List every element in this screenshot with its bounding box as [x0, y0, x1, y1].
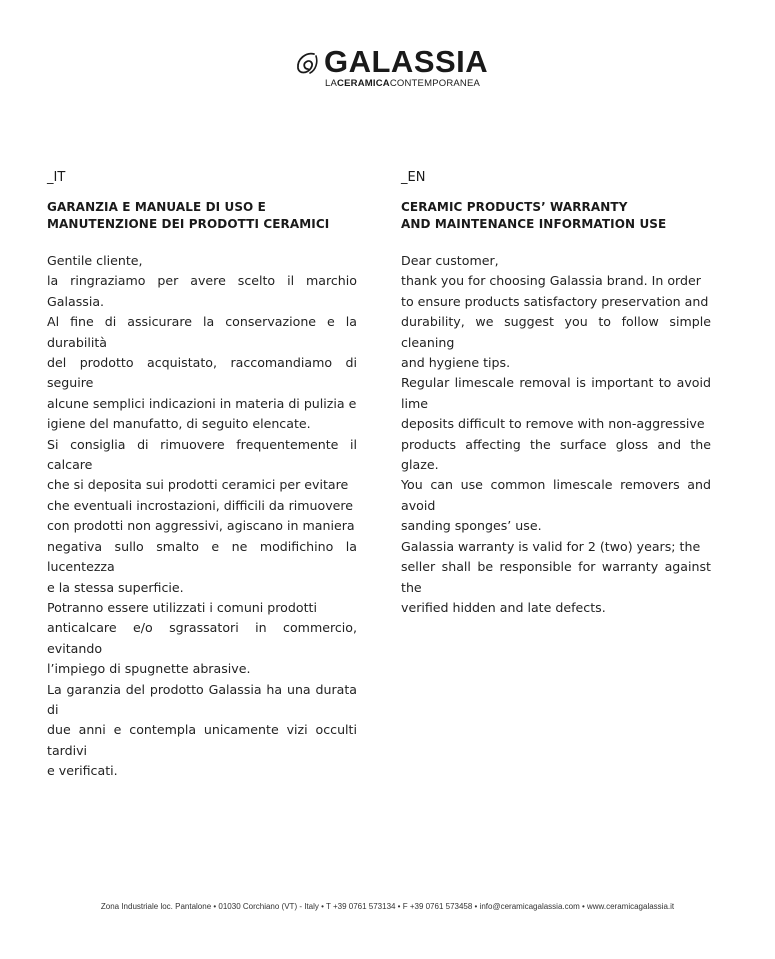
body-line: La garanzia del prodotto Galassia ha una durata di [47, 681, 357, 717]
body-line: Gentile cliente, [47, 253, 143, 268]
body-line: igiene del manufatto, di seguito elencate. [47, 416, 311, 432]
body-line: due anni e contempla unicamente vizi occulti tardivi [47, 722, 357, 758]
body-line: e la stessa superficie. [47, 579, 184, 595]
title-it: GARANZIA E MANUALE DI USO E MANUTENZIONE DEI PRODOTTI CERAMICI [47, 200, 330, 231]
title-en: CERAMIC PRODUCTS’ WARRANTY AND MAINTENANCE INFORMATION USE [401, 200, 667, 231]
body-it [47, 251, 357, 782]
body-line: deposits difficult to remove with non-aggressive [401, 416, 705, 432]
body-line: verified hidden and late defects. [401, 599, 606, 615]
body-line: Regular limescale removal is important to avoid lime [401, 375, 711, 411]
lang-label-it: _IT [47, 170, 66, 185]
body-line: e verificati. [47, 763, 118, 779]
english-column [401, 170, 711, 618]
body-line: la ringraziamo per avere scelto il marchio Galassia. [47, 273, 357, 309]
body-line: Al fine di assicurare la conservazione e la durabilità [47, 314, 357, 350]
footer-contact: Zona Industriale loc. Pantalone • 01030 Corchiano (VT) - Italy • T +39 0761 573134 • F +39 0761 573458 • info@ceramicagalassia.com • www.ceramicagalassia.it [100, 902, 675, 911]
body-line: sanding sponges’ use. [401, 518, 542, 534]
body-line: durability, we suggest you to follow simple cleaning [401, 314, 711, 350]
body-line: Galassia warranty is valid for 2 (two) years; the [401, 538, 701, 554]
body-line: l’impiego di spugnette abrasive. [47, 661, 251, 677]
body-line: Si consiglia di rimuovere frequentemente il calcare [47, 436, 357, 473]
body-line: Dear customer, [401, 253, 499, 268]
body-line: to ensure products satisfactory preservation and [401, 293, 709, 309]
body-line: negativa sullo smalto e ne modifichino la lucentezza [47, 538, 357, 575]
brand-name: GALASSIA [324, 44, 489, 79]
body-line: You can use common limescale removers and avoid [401, 477, 711, 513]
body-line: Potranno essere utilizzati i comuni prodotti [47, 599, 317, 615]
body-line: che eventuali incrostazioni, difficili da rimuovere [47, 497, 354, 513]
italian-column [47, 170, 357, 782]
lang-label-en: _EN [401, 170, 426, 185]
brand-tagline: LACERAMICACONTEMPORANEA [325, 78, 481, 89]
body-line: seller shall be responsible for warranty against the [401, 559, 711, 595]
body-line: alcune semplici indicazioni in materia di pulizia e [47, 395, 357, 411]
body-line: con prodotti non aggressivi, agiscano in maniera [47, 518, 355, 534]
body-line: del prodotto acquistato, raccomandiamo di seguire [47, 355, 357, 391]
galassia-logo-icon [294, 50, 320, 76]
body-line: and hygiene tips. [401, 355, 511, 371]
body-en [401, 251, 711, 618]
body-line: products affecting the surface gloss and the glaze. [401, 436, 711, 473]
body-line: che si deposita sui prodotti ceramici per evitare [47, 477, 349, 493]
body-line: thank you for choosing Galassia brand. In order [401, 273, 701, 289]
body-line: anticalcare e/o sgrassatori in commercio, evitando [47, 620, 357, 656]
